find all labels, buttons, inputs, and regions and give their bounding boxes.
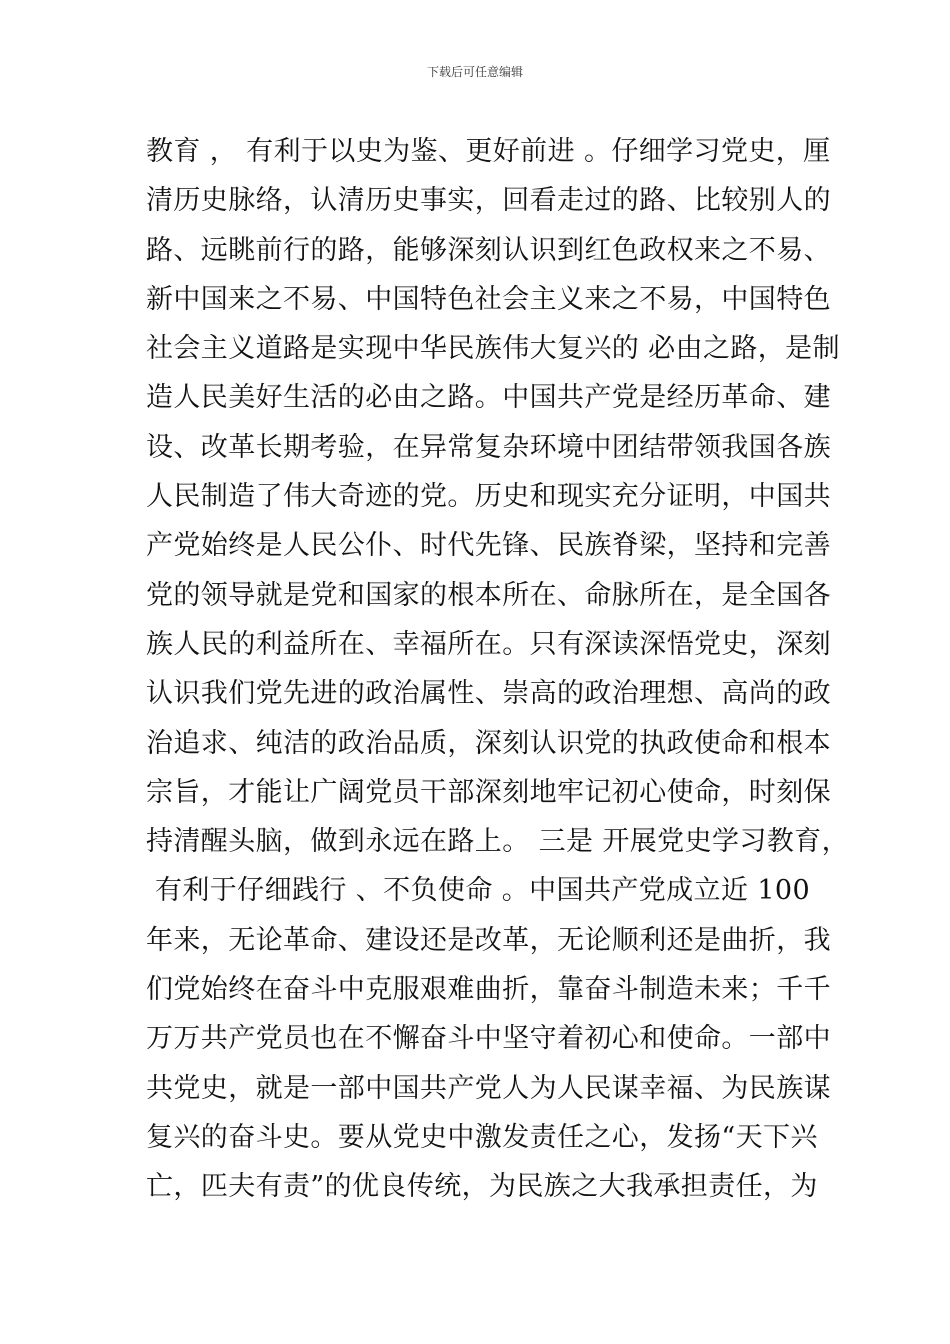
- text-line: 治追求、纯洁的政治品质，深刻认识党的执政使命和根本: [146, 727, 831, 759]
- text-line: 持清醒头脑，做到永远在路上。 三是 开展党史学习教育，: [146, 826, 849, 858]
- text-line: 教育 ， 有利于以史为鉴、更好前进 。仔细学习党史，厘: [146, 136, 831, 167]
- text-line: 党的领导就是党和国家的根本所在、命脉所在，是全国各: [146, 579, 831, 611]
- text-line: 族人民的利益所在、幸福所在。只有深读深悟党史，深刻: [146, 628, 831, 660]
- text-line: 亡，匹夫有责”的优良传统，为民族之大我承担责任，为: [146, 1171, 818, 1203]
- text-line: 产党始终是人民公仆、时代先锋、民族脊梁，坚持和完善: [146, 530, 831, 562]
- text-line: 宗旨，才能让广阔党员干部深刻地牢记初心使命，时刻保: [146, 776, 831, 808]
- page-header: 下载后可任意编辑: [426, 65, 523, 79]
- text-line: 万万共产党员也在不懈奋斗中坚守着初心和使命。一部中: [146, 1023, 831, 1055]
- text-line: 社会主义道路是实现中华民族伟大复兴的 必由之路，是制: [146, 333, 840, 365]
- text-line: 认识我们党先进的政治属性、崇高的政治理想、高尚的政: [146, 678, 831, 710]
- text-line: 年来，无论革命、建设还是改革，无论顺利还是曲折，我: [146, 924, 831, 956]
- text-line: 们党始终在奋斗中克服艰难曲折，靠奋斗制造未来；千千: [146, 974, 831, 1006]
- text-line: 复兴的奋斗史。要从党史中激发责任之心，发扬“天下兴: [146, 1121, 818, 1153]
- text-line: 清历史脉络，认清历史事实，回看走过的路、比较别人的: [146, 185, 831, 217]
- text-line: 共党史，就是一部中国共产党人为人民谋幸福、为民族谋: [146, 1072, 831, 1104]
- body-text: [146, 127, 849, 1212]
- text-line: 人民制造了伟大奇迹的党。历史和现实充分证明，中国共: [146, 481, 831, 513]
- text-line: 新中国来之不易、中国特色社会主义来之不易，中国特色: [146, 283, 831, 315]
- text-line: 路、远眺前行的路，能够深刻认识到红色政权来之不易、: [146, 234, 831, 266]
- text-line: 设、改革长期考验，在异常复杂环境中团结带领我国各族: [146, 431, 831, 463]
- text-line: 造人民美好生活的必由之路。中国共产党是经历革命、建: [146, 382, 831, 414]
- text-line: 有利于仔细践行 、不负使命 。中国共产党成立近 100: [146, 875, 811, 907]
